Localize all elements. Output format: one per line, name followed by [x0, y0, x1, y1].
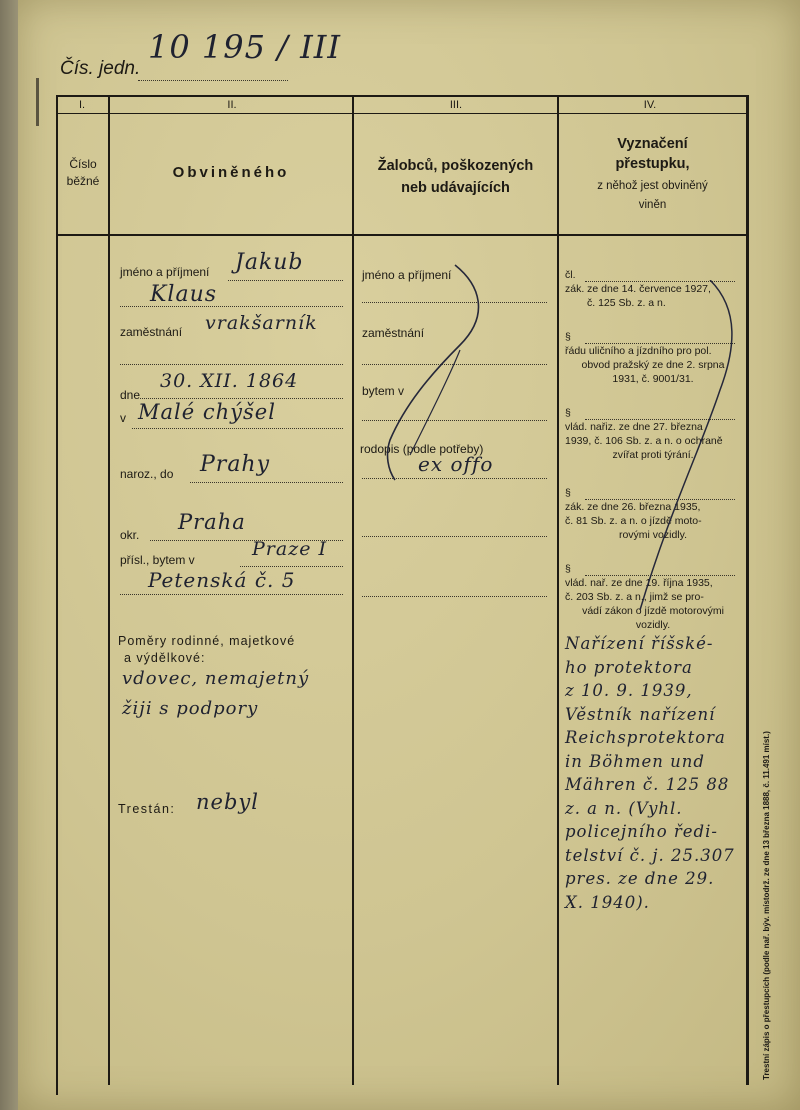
col3-title-line2: neb udávajících: [401, 180, 510, 196]
name-dots-1: [228, 280, 343, 281]
handwritten-line: Mähren č. 125 88: [565, 775, 730, 794]
domicile-dots-2: [120, 594, 343, 595]
complainant-dots-6: [362, 596, 547, 597]
binder-mark: [36, 78, 39, 126]
complainant-dots-5: [362, 536, 547, 537]
col3-numeral: III.: [449, 99, 463, 111]
handwritten-line: z. a n. (Vyhl.: [565, 798, 683, 818]
complainant-occupation-label: zaměstnání: [362, 326, 425, 340]
offense-4-marker: §: [565, 487, 571, 499]
handwritten-line: X. 1940).: [565, 892, 650, 912]
domicile-label: přísl., bytem v: [120, 553, 195, 567]
offense-1-line-b: č. 125 Sb. z. a n.: [587, 297, 666, 309]
handwritten-line: Reichsprotektora: [565, 728, 726, 747]
col3-title-line1: Žalobců, poškozených: [377, 158, 534, 174]
offense-5-line-d: vozidly.: [635, 619, 671, 631]
offense-2-line-a: řádu uličního a jízdního pro pol.: [565, 345, 712, 357]
col4-title-line3: z něhož jest obviněný: [597, 180, 708, 192]
occupation-dots: [120, 364, 343, 365]
offense-1-marker: čl.: [565, 269, 576, 281]
family-label-line1: Poměry rodinné, majetkové: [118, 634, 296, 648]
col2-numeral: II.: [227, 99, 237, 111]
col1-title-line2: běžné: [66, 174, 100, 188]
complainant-record-label: rodopis (podle potřeby): [360, 442, 484, 456]
family-label-line2: a výdělkové:: [124, 651, 206, 665]
place-value: Malé chýšel: [138, 400, 276, 424]
col4-title-line2: přestupku,: [615, 156, 690, 172]
handwritten-line: ho protektora: [565, 657, 693, 677]
offense-3-line-a: vlád. nařiz. ze dne 27. března: [565, 421, 703, 433]
name-label: jméno a příjmení: [120, 265, 210, 279]
col3-title: [354, 155, 557, 199]
offense-2-line-b: obvod pražský ze dne 2. srpna: [581, 359, 725, 371]
paper-edge: [0, 0, 18, 1110]
table-left-border: [56, 95, 58, 1095]
handwritten-line: pres. ze dne 29.: [565, 869, 715, 888]
col4-numeral: IV.: [643, 99, 657, 111]
offense-3-line-c: zvířat proti týrání.: [612, 449, 694, 461]
offense-3-line-b: 1939, č. 106 Sb. z. a n. o ochraně: [565, 435, 723, 447]
born-label: naroz., do: [120, 467, 174, 481]
reference-dots: [138, 80, 288, 81]
punished-value: nebyl: [196, 790, 259, 814]
handwritten-line: telství č. j. 25.307: [565, 845, 735, 865]
domicile-value-1: Praze I: [252, 538, 327, 560]
offense-5-marker: §: [565, 563, 571, 575]
complainant-record-value: ex offo: [418, 452, 494, 476]
date-value: 30. XII. 1864: [160, 370, 299, 392]
date-dots: [140, 398, 343, 399]
domicile-dots-1: [240, 566, 343, 567]
side-note: Trestní zápis o přestupcích (podle nař. býv. místodrž. ze dne 13 března 1888, č. 11.491 míst.): [762, 731, 771, 1080]
occupation-label: zaměstnání: [120, 325, 183, 339]
header-numeral-rule: [56, 113, 748, 114]
name-value-1: Jakub: [235, 250, 304, 275]
offense-2-line-c: 1931, č. 9001/31.: [612, 373, 694, 385]
table-top-border: [56, 95, 748, 97]
handwritten-line: in Böhmen und: [565, 751, 705, 771]
family-value-2: žiji s podpory: [122, 698, 259, 719]
header-bottom-border: [56, 234, 748, 236]
offense-5-line-a: vlád. nař. ze dne 19. října 1935,: [565, 577, 713, 589]
place-label: v: [120, 411, 126, 425]
offense-1-line-a: zák. ze dne 14. července 1927,: [565, 283, 711, 295]
date-label: dne: [120, 388, 141, 402]
family-value-1: vdovec, nemajetný: [122, 668, 310, 689]
col2-title: Obviněného: [172, 164, 290, 181]
punished-label: Trestán:: [118, 802, 176, 816]
offense-4-line-c: rovými vozidly.: [618, 529, 688, 541]
offense-4-line-b: č. 81 Sb. z. a n. o jízdě moto-: [565, 515, 702, 527]
offense-4-line-a: zák. ze dne 26. března 1935,: [565, 501, 701, 513]
offense-5-line-b: č. 203 Sb. z. a n., jimž se pro-: [565, 591, 704, 603]
district-label: okr.: [120, 528, 140, 542]
offense-cross-stroke: [600, 280, 750, 620]
col-divider-1: [108, 95, 110, 1085]
col1-title-line1: Číslo: [69, 157, 97, 171]
handwritten-offense-note: [565, 632, 750, 914]
occupation-value: vrakšarník: [205, 312, 318, 334]
handwritten-line: Věstník nařízení: [565, 704, 716, 724]
col-divider-3: [557, 95, 559, 1085]
col1-numeral: I.: [78, 99, 86, 111]
name-dots-2: [120, 306, 343, 307]
reference-value: 10 195 / III: [148, 28, 342, 66]
district-value: Praha: [178, 510, 246, 534]
col4-title-line4: viněn: [638, 199, 667, 211]
complainant-residence-label: bytem v: [362, 384, 405, 398]
cross-out-stroke: [360, 255, 510, 495]
born-value: Prahy: [200, 452, 271, 477]
complainant-name-label: jméno a příjmení: [362, 268, 452, 282]
reference-label: Čís. jedn.: [60, 58, 141, 79]
col-divider-2: [352, 95, 354, 1085]
family-label: [118, 633, 295, 667]
offense-5-line-c: vádí zákon o jízdě motorovými: [582, 605, 724, 617]
offense-2-marker: §: [565, 331, 571, 343]
name-value-2: Klaus: [150, 282, 218, 307]
col4-title: [559, 134, 746, 214]
place-dots: [132, 428, 343, 429]
handwritten-line: policejního ředi-: [565, 822, 718, 841]
offense-3-marker: §: [565, 407, 571, 419]
col4-title-line1: Vyznačení: [617, 136, 688, 152]
handwritten-line: Nařízení říšské-: [565, 634, 714, 653]
domicile-value-2: Petenská č. 5: [148, 568, 296, 592]
handwritten-line: z 10. 9. 1939,: [565, 681, 693, 700]
col1-title: [58, 156, 108, 190]
born-dots: [190, 482, 343, 483]
